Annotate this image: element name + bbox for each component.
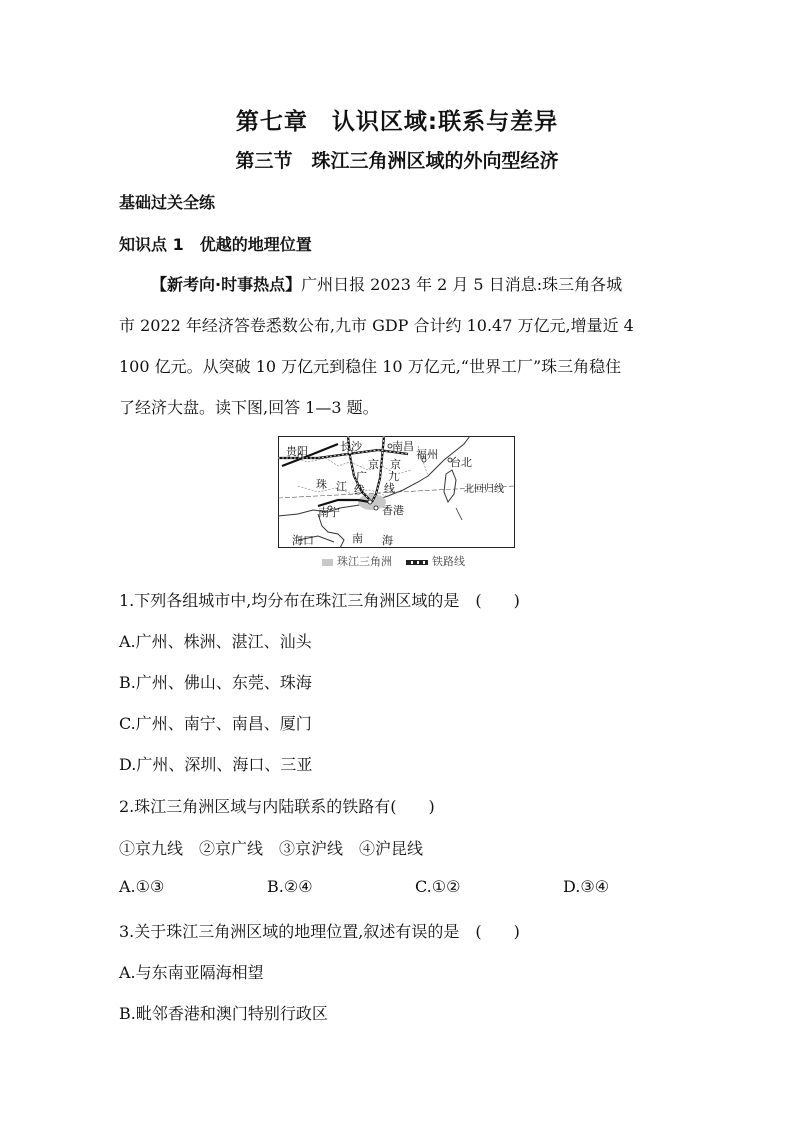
intro-line-4: 了经济大盘。读下图,回答 1—3 题。	[119, 398, 379, 417]
label-changsha: 长沙	[340, 440, 362, 453]
rail-swatch	[406, 560, 428, 565]
label-fuzhou: 福州	[416, 448, 438, 461]
label-nanchang: 南昌	[392, 440, 414, 453]
question-3-stem: 3.关于珠江三角洲区域的地理位置,叙述有误的是 ( )	[119, 922, 520, 941]
label-guang: 广	[356, 470, 367, 483]
label-nan: 南	[352, 532, 363, 545]
intro-line-3: 100 亿元。从突破 10 万亿元到稳住 10 万亿元,“世界工厂”珠三角稳住	[119, 357, 622, 376]
pearl-river-delta-map	[278, 436, 515, 548]
label-jiu: 九	[388, 470, 399, 483]
guangzhou-dot	[368, 500, 372, 504]
question-1-option-a: A.广州、株洲、湛江、汕头	[119, 632, 312, 651]
label-xianggang: 香港	[382, 504, 404, 517]
label-xian2: 线	[384, 482, 395, 495]
xianggang-dot	[374, 506, 378, 510]
practice-heading: 基础过关全练	[119, 193, 216, 212]
label-hai: 海	[382, 534, 393, 547]
question-3-option-a: A.与东南亚隔海相望	[119, 963, 264, 982]
question-2-option-d: D.③④	[563, 877, 610, 896]
delta-swatch	[322, 559, 333, 566]
intro-line-2: 市 2022 年经济答卷悉数公布,九市 GDP 合计约 10.47 万亿元,增量近 4	[119, 316, 634, 335]
chapter-title: 第七章 认识区域:联系与差异	[235, 109, 559, 135]
question-1-stem: 1.下列各组城市中,均分布在珠江三角洲区域的是 ( )	[119, 591, 520, 610]
question-3-option-b: B.毗邻香港和澳门特别行政区	[119, 1004, 328, 1023]
label-nanning: 南宁	[318, 506, 340, 519]
hot-topic-tag: 【新考向·时事热点】	[151, 275, 302, 294]
intro-text-1: 广州日报 2023 年 2 月 5 日消息:珠三角各城	[301, 275, 623, 294]
question-1-option-d: D.广州、深圳、海口、三亚	[119, 755, 313, 774]
label-zhu: 珠	[316, 478, 327, 491]
label-taibei: 台北	[450, 456, 472, 469]
knowledge-point-heading: 知识点 1 优越的地理位置	[119, 235, 312, 254]
legend-rail-label: 铁路线	[432, 555, 465, 568]
map-legend	[322, 553, 465, 569]
label-haikou: 海口	[292, 534, 314, 547]
question-2-options	[119, 877, 679, 896]
label-guiyang: 贵阳	[286, 445, 308, 458]
label-jiang: 江	[336, 480, 347, 493]
legend-delta-label: 珠江三角洲	[337, 555, 392, 568]
question-2-stem: 2.珠江三角洲区域与内陆联系的铁路有( )	[119, 797, 435, 816]
label-jing2: 京	[390, 458, 401, 471]
intro-line-1	[151, 264, 622, 305]
label-jing: 京	[368, 458, 379, 471]
question-2-option-b: B.②④	[267, 877, 313, 896]
question-2-option-a: A.①③	[119, 877, 165, 896]
question-1-option-b: B.广州、佛山、东莞、珠海	[119, 673, 312, 692]
question-2-option-c: C.①②	[415, 877, 461, 896]
section-title: 第三节 珠江三角洲区域的外向型经济	[235, 150, 559, 172]
label-xian: 线	[354, 484, 365, 497]
label-tropic: 北回归线	[464, 484, 504, 495]
question-1-option-c: C.广州、南宁、南昌、厦门	[119, 714, 312, 733]
question-2-items: ①京九线 ②京广线 ③京沪线 ④沪昆线	[119, 839, 424, 858]
